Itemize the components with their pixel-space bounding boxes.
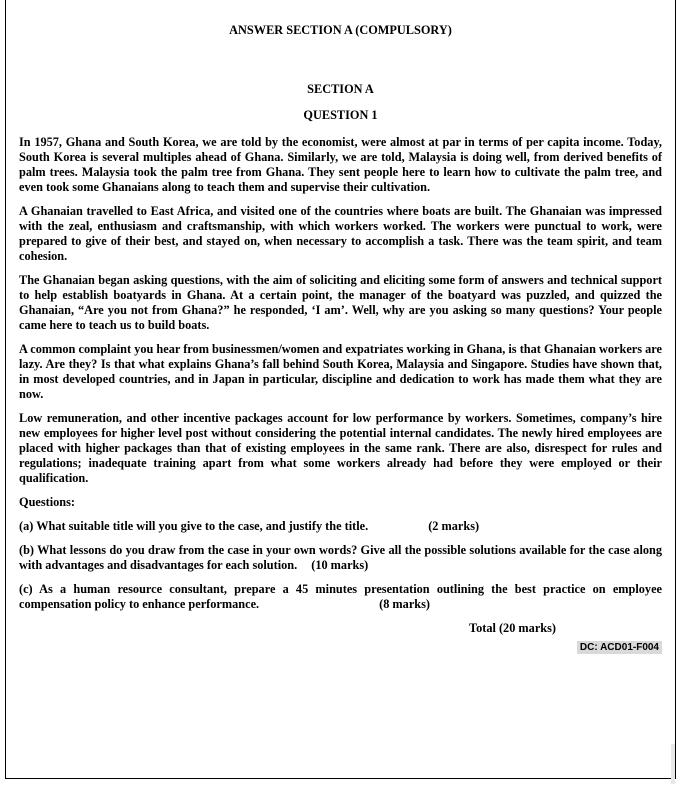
doc-code-row (19, 639, 662, 654)
paragraph-4: A common complaint you hear from businessmen/women and expatriates working in Ghana, is that Ghanaian workers are lazy. Are they? Is that what explains Ghana’s fall behind South Korea, Malaysia and Singapore. Studies have shown that, in most developed countries, and in Japan in particular, discipline and dedication to work has made them what they are now. (19, 342, 662, 401)
paragraph-5: Low remuneration, and other incentive packages account for low performance by workers. Sometimes, company’s hire new employees for higher level post without considering the potential internal candidates. The newly hired employees are placed with higher packages than that of existing employees in the same rank. There are also, disrespect for rules and regulations; inadequate training apart from what some workers already had before they were employed or their qualification. (19, 411, 662, 485)
question-a-marks: (2 marks) (428, 519, 480, 533)
paragraph-3: The Ghanaian began asking questions, with the aim of soliciting and eliciting some form of answers and technical support to help establish boatyards in Ghana. At a certain point, the manager of the boatyard was puzzled, and quizzed the Ghanaian, “Are you not from Ghana?” he responded, ‘I am’. Well, why are you asking so many questions? Your people came here to teach us to build boats. (19, 273, 662, 332)
questions-label: Questions: (19, 495, 76, 509)
paragraph-1: In 1957, Ghana and South Korea, we are told by the economist, were almost at par in terms of per capita income. Today, South Korea is several multiples ahead of Ghana. Similarly, we are told, Malaysia is doing well, from derived benefits of palm trees. Malaysia took the palm tree from Ghana. They sent people here to learn how to cultivate the palm tree, and even took some Ghanaians along to teach them and supervise their cultivation. (19, 135, 662, 194)
document-page (5, 0, 676, 779)
question-b-text: (b) What lessons do you draw from the case in your own words? Give all the possible solutions available for the case along with advantages and disadvantages for each solution. (19, 543, 662, 572)
question-b-marks: (10 marks) (311, 558, 369, 572)
question-heading: QUESTION 1 (303, 108, 378, 122)
question-c-marks: (8 marks) (379, 597, 430, 611)
scrollbar[interactable] (671, 744, 675, 784)
doc-code-badge: DC: ACD01-F004 (577, 641, 662, 654)
case-body (19, 135, 662, 654)
paragraph-2: A Ghanaian travelled to East Africa, and visited one of the countries where boats are built. The Ghanaian was impressed with the zeal, enthusiasm and craftsmanship, with which workers worked. The workers were punctual to work, were prepared to give of their best, and stayed on, when necessary to accomplish a task. There was the team spirit, and team cohesion. (19, 204, 662, 263)
question-a-text: (a) What suitable title will you give to the case, and justify the title. (19, 519, 369, 533)
question-c-text: (c) As a human resource consultant, prepare a 45 minutes presentation outlining the best practice on employee compensation policy to enhance performance. (19, 582, 662, 611)
section-heading: SECTION A (307, 82, 374, 96)
question-a (19, 519, 662, 534)
total-marks: Total (20 marks) (469, 621, 556, 635)
answer-section-heading: ANSWER SECTION A (COMPULSORY) (229, 23, 452, 37)
question-c (19, 582, 662, 612)
question-b (19, 543, 662, 573)
